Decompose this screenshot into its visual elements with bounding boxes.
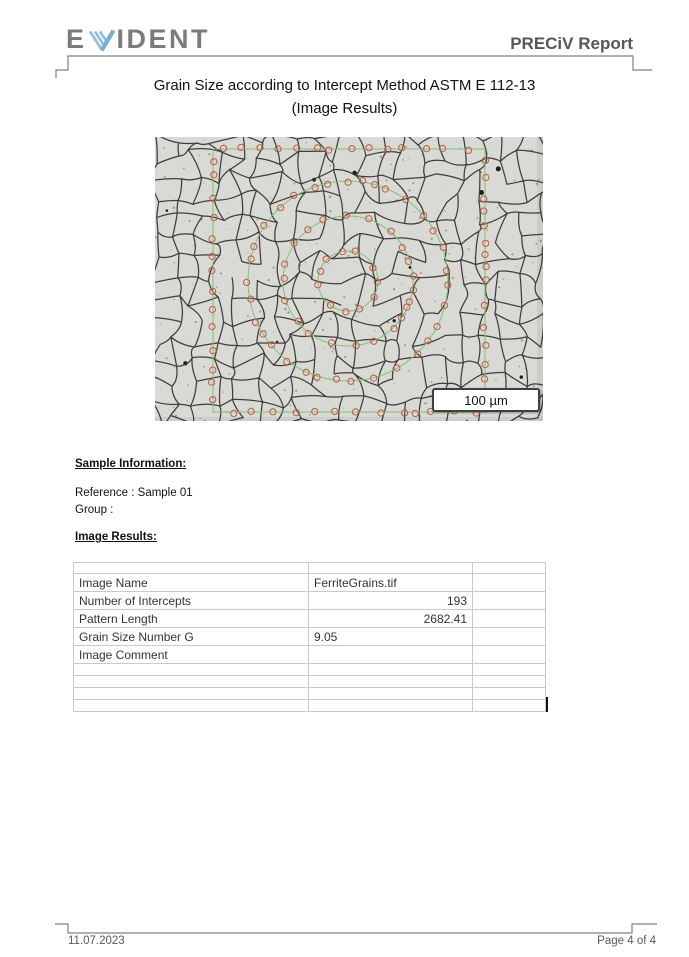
cell-label: Grain Size Number G bbox=[74, 628, 309, 646]
image-results-heading: Image Results: bbox=[75, 531, 157, 543]
cell-label: Image Comment bbox=[74, 646, 309, 664]
table-row bbox=[74, 628, 546, 646]
logo-v-icon bbox=[88, 29, 115, 52]
cell-label: Pattern Length bbox=[74, 610, 309, 628]
cell-value bbox=[309, 646, 473, 664]
cell-label: Image Name bbox=[74, 574, 309, 592]
table-row bbox=[74, 610, 546, 628]
table-row bbox=[74, 646, 546, 664]
cell-blank bbox=[473, 574, 546, 592]
micrograph-image bbox=[155, 137, 543, 421]
sample-information-heading: Sample Information: bbox=[75, 458, 187, 470]
cell-label: Number of Intercepts bbox=[74, 592, 309, 610]
logo-text-e: E bbox=[66, 24, 87, 54]
report-title: PRECiV Report bbox=[510, 34, 633, 53]
scale-bar-label: 100 µm bbox=[464, 392, 508, 408]
logo-text-ident: IDENT bbox=[116, 24, 211, 54]
scale-bar bbox=[432, 388, 540, 412]
evident-logo bbox=[66, 26, 210, 53]
table-row bbox=[74, 688, 546, 700]
micrograph-svg bbox=[155, 137, 543, 421]
cell-value: 9.05 bbox=[309, 628, 473, 646]
cell-value: FerriteGrains.tif bbox=[309, 574, 473, 592]
image-results-table bbox=[73, 562, 546, 712]
cell-blank bbox=[473, 610, 546, 628]
cell-blank bbox=[473, 592, 546, 610]
footer-date: 11.07.2023 bbox=[68, 935, 125, 947]
sample-group: Group : bbox=[75, 504, 114, 516]
document-title-line2: (Image Results) bbox=[291, 100, 398, 117]
table-row bbox=[74, 574, 546, 592]
sample-reference: Reference : Sample 01 bbox=[75, 487, 193, 499]
table-row bbox=[74, 676, 546, 688]
document-title-line1: Grain Size according to Intercept Method ASTM E 112-13 bbox=[153, 77, 536, 94]
footer-page-number: Page 4 of 4 bbox=[597, 935, 656, 947]
table-row bbox=[74, 700, 546, 712]
table-row bbox=[74, 563, 546, 574]
table-row bbox=[74, 592, 546, 610]
cell-value: 193 bbox=[309, 592, 473, 610]
cell-blank bbox=[473, 628, 546, 646]
table-row bbox=[74, 664, 546, 676]
cell-blank bbox=[473, 646, 546, 664]
document-title bbox=[0, 74, 689, 120]
text-cursor bbox=[546, 697, 548, 712]
cell-value: 2682.41 bbox=[309, 610, 473, 628]
